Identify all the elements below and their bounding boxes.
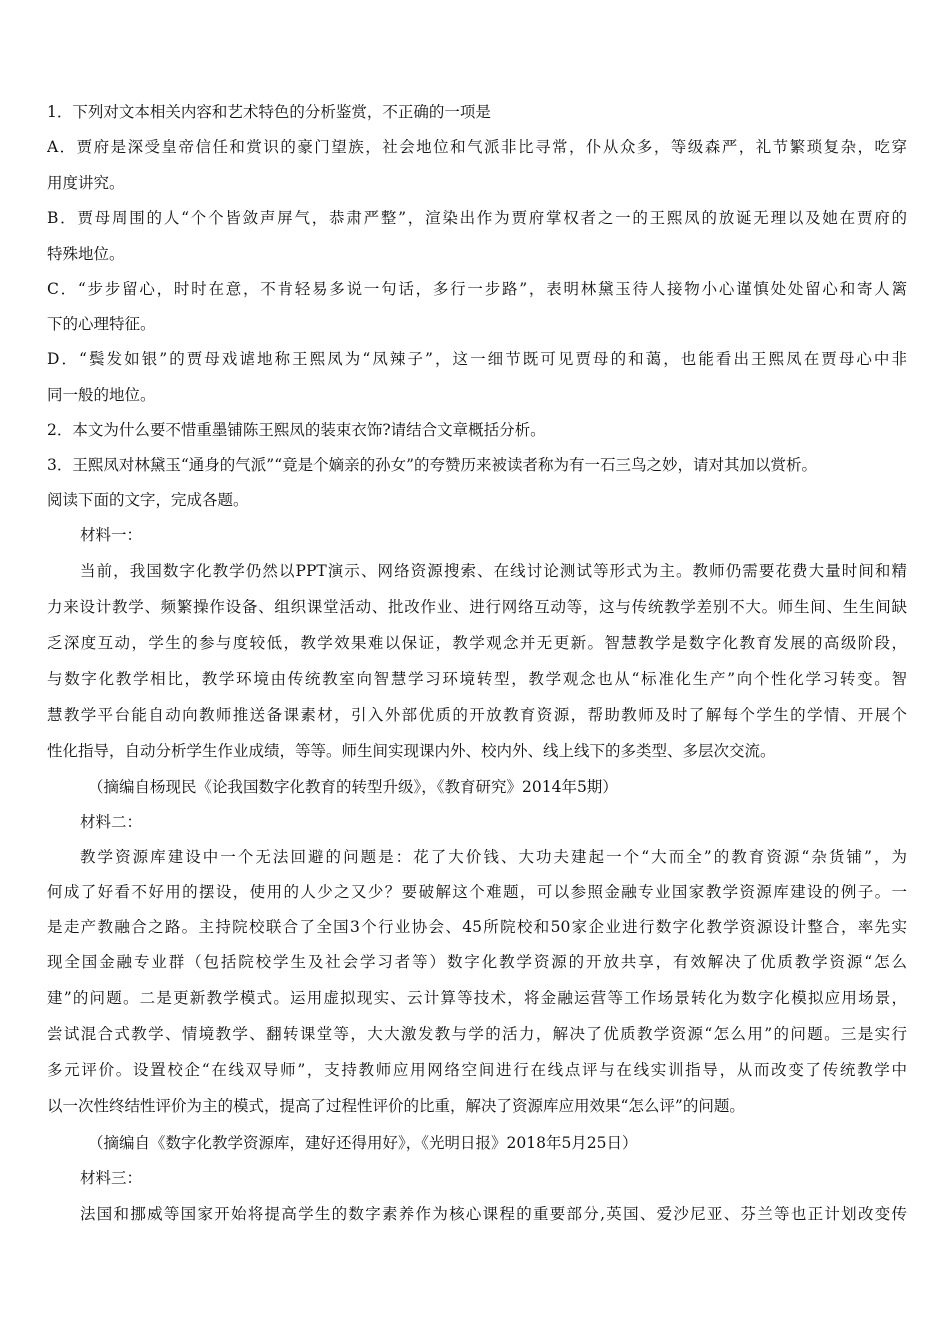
material-2-line: 多元评价。设置校企“在线双导师”，支持教师应用网络空间进行在线点评与在线实训指导，从而改变了传统教学中 <box>47 1061 907 1079</box>
option-c-line-2: 下的心理特征。 <box>47 315 156 333</box>
option-b-line-2: 特殊地位。 <box>47 245 125 263</box>
material-1-line: 力来设计教学、频繁操作设备、组织课堂活动、批改作业、进行网络互动等，这与传统教学差别不大。师生间、生生间缺 <box>47 598 907 616</box>
option-b-line-1: B．贾母周围的人“个个皆敛声屏气，恭肃严整”，渲染出作为贾府掌权者之一的王熙凤的放诞无理以及她在贾府的 <box>47 209 907 227</box>
material-1-line: 性化指导，自动分析学生作业成绩，等等。师生间实现课内外、校内外、线上线下的多类型、多层次交流。 <box>47 742 776 760</box>
question-2: 2．本文为什么要不惜重墨铺陈王熙凤的装束衣饰?请结合文章概括分析。 <box>47 421 546 439</box>
material-2-line: 教学资源库建设中一个无法回避的问题是：花了大价钱、大功夫建起一个“大而全”的教育资源“杂货铺”，为 <box>80 848 907 866</box>
question-1-stem: 1．下列对文本相关内容和艺术特色的分析鉴赏，不正确的一项是 <box>47 103 491 121</box>
option-c-line-1: C．“步步留心，时时在意，不肯轻易多说一句话，多行一步路”，表明林黛玉待人接物小心谨慎处处留心和寄人篱 <box>47 280 907 298</box>
question-3: 3．王熙凤对林黛玉“通身的气派”“竟是个嫡亲的孙女”的夸赞历来被读者称为有一石三鸟之妙，请对其加以赏析。 <box>47 456 818 474</box>
option-a-line-1: A．贾府是深受皇帝信任和赏识的豪门望族，社会地位和气派非比寻常，仆从众多，等级森严，礼节繁琐复杂，吃穿 <box>47 138 907 156</box>
material-1-line: 与数字化教学相比，教学环境由传统教室向智慧学习环境转型，教学观念也从“标准化生产”向个性化学习转变。智 <box>47 670 907 688</box>
material-2-line: 以一次性终结性评价为主的模式，提高了过程性评价的比重，解决了资源库应用效果“怎么评”的问题。 <box>47 1097 745 1115</box>
material-1-source: （摘编自杨现民《论我国数字化教育的转型升级》，《教育研究》2014年5期） <box>88 778 618 796</box>
material-1-title: 材料一： <box>80 526 143 544</box>
material-1-line: 慧教学平台能自动向教师推送备课素材，引入外部优质的开放教育资源，帮助教师及时了解每个学生的学情、开展个 <box>47 706 907 724</box>
material-2-line: 是走产教融合之路。主持院校联合了全国3个行业协会、45所院校和50家企业进行数字化教学资源设计整合，率先实 <box>47 918 907 936</box>
material-2-line: 现全国金融专业群（包括院校学生及社会学习者等）数字化教学资源的开放共享，有效解决了优质教学资源“怎么 <box>47 953 907 971</box>
option-d-line-1: D．“鬓发如银”的贾母戏谑地称王熙凤为“凤辣子”，这一细节既可见贾母的和蔼，也能看出王熙凤在贾母心中非 <box>47 350 907 368</box>
option-a-line-2: 用度讲究。 <box>47 174 125 192</box>
material-3-title: 材料三： <box>80 1169 143 1187</box>
material-2-source: （摘编自《数字化教学资源库，建好还得用好》，《光明日报》2018年5月25日） <box>88 1134 638 1152</box>
material-2-line: 尝试混合式教学、情境教学、翻转课堂等，大大激发教与学的活力，解决了优质教学资源“怎么用”的问题。三是实行 <box>47 1025 907 1043</box>
material-2-line: 建”的问题。二是更新教学模式。运用虚拟现实、云计算等技术，将金融运营等工作场景转化为数字化模拟应用场景， <box>47 989 907 1007</box>
material-1-line: 乏深度互动，学生的参与度较低，教学效果难以保证，教学观念并无更新。智慧教学是数字化教育发展的高级阶段， <box>47 634 907 652</box>
material-2-line: 何成了好看不好用的摆设，使用的人少之又少？要破解这个难题，可以参照金融专业国家教学资源库建设的例子。一 <box>47 883 907 901</box>
material-2-title: 材料二： <box>80 813 143 831</box>
material-1-line: 当前，我国数字化教学仍然以PPT演示、网络资源搜索、在线讨论测试等形式为主。教师仍需要花费大量时间和精 <box>80 562 907 580</box>
material-3-line: 法国和挪威等国家开始将提高学生的数字素养作为核心课程的重要部分,英国、爱沙尼亚、芬兰等也正计划改变传 <box>80 1205 907 1223</box>
reading-instruction: 阅读下面的文字，完成各题。 <box>47 491 249 509</box>
option-d-line-2: 同一般的地位。 <box>47 386 156 404</box>
